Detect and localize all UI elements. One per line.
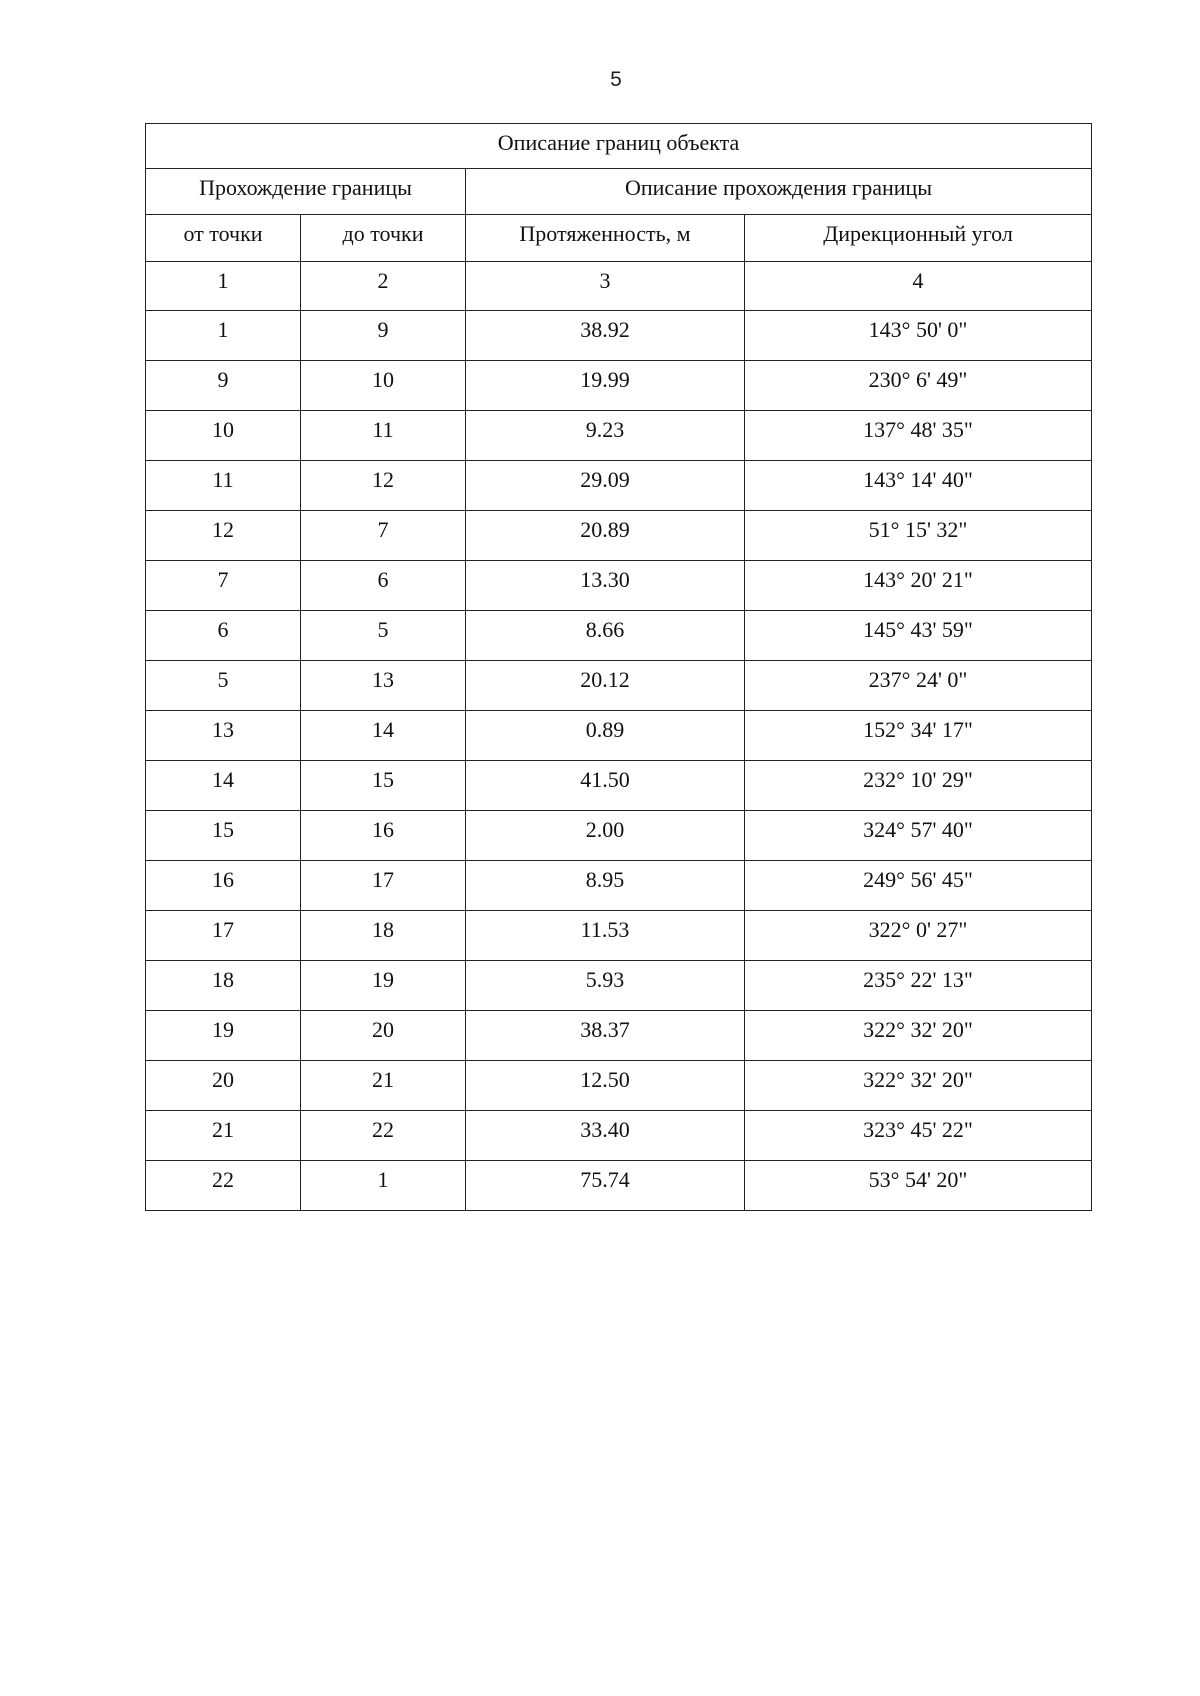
- cell-angle: 322° 0' 27": [745, 911, 1092, 961]
- cell-to-point: 6: [301, 561, 466, 611]
- cell-length: 12.50: [466, 1061, 745, 1111]
- table-row: [146, 961, 1092, 1011]
- column-number-row: [146, 262, 1092, 311]
- cell-from-point: 9: [146, 361, 301, 411]
- table-row: [146, 1011, 1092, 1061]
- cell-length: 8.66: [466, 611, 745, 661]
- cell-length: 20.12: [466, 661, 745, 711]
- cell-length: 0.89: [466, 711, 745, 761]
- cell-angle: 235° 22' 13": [745, 961, 1092, 1011]
- cell-length: 8.95: [466, 861, 745, 911]
- table-row: [146, 811, 1092, 861]
- cell-to-point: 21: [301, 1061, 466, 1111]
- table-row: [146, 361, 1092, 411]
- table-title-row: [146, 124, 1092, 169]
- cell-angle: 143° 20' 21": [745, 561, 1092, 611]
- cell-to-point: 1: [301, 1161, 466, 1211]
- cell-length: 41.50: [466, 761, 745, 811]
- table-title: Описание границ объекта: [146, 124, 1092, 169]
- column-header-from-point: от точки: [146, 215, 301, 262]
- column-number: 3: [466, 262, 745, 311]
- cell-to-point: 12: [301, 461, 466, 511]
- cell-length: 38.37: [466, 1011, 745, 1061]
- cell-length: 19.99: [466, 361, 745, 411]
- group-header-description: Описание прохождения границы: [466, 169, 1092, 215]
- cell-length: 9.23: [466, 411, 745, 461]
- cell-angle: 51° 15' 32": [745, 511, 1092, 561]
- cell-angle: 137° 48' 35": [745, 411, 1092, 461]
- cell-angle: 145° 43' 59": [745, 611, 1092, 661]
- cell-length: 2.00: [466, 811, 745, 861]
- table-row: [146, 461, 1092, 511]
- table-row: [146, 711, 1092, 761]
- table-row: [146, 861, 1092, 911]
- cell-to-point: 19: [301, 961, 466, 1011]
- cell-angle: 152° 34' 17": [745, 711, 1092, 761]
- cell-to-point: 7: [301, 511, 466, 561]
- table-row: [146, 311, 1092, 361]
- cell-angle: 322° 32' 20": [745, 1011, 1092, 1061]
- cell-to-point: 11: [301, 411, 466, 461]
- column-number: 1: [146, 262, 301, 311]
- table-row: [146, 661, 1092, 711]
- cell-from-point: 13: [146, 711, 301, 761]
- cell-length: 13.30: [466, 561, 745, 611]
- cell-angle: 323° 45' 22": [745, 1111, 1092, 1161]
- cell-to-point: 14: [301, 711, 466, 761]
- cell-from-point: 17: [146, 911, 301, 961]
- cell-from-point: 1: [146, 311, 301, 361]
- table-row: [146, 1161, 1092, 1211]
- cell-length: 33.40: [466, 1111, 745, 1161]
- column-number: 2: [301, 262, 466, 311]
- table-row: [146, 561, 1092, 611]
- cell-to-point: 5: [301, 611, 466, 661]
- cell-to-point: 22: [301, 1111, 466, 1161]
- cell-from-point: 19: [146, 1011, 301, 1061]
- cell-length: 11.53: [466, 911, 745, 961]
- boundary-description-table: [145, 123, 1092, 1211]
- cell-angle: 143° 50' 0": [745, 311, 1092, 361]
- cell-from-point: 11: [146, 461, 301, 511]
- cell-length: 5.93: [466, 961, 745, 1011]
- cell-angle: 143° 14' 40": [745, 461, 1092, 511]
- cell-from-point: 22: [146, 1161, 301, 1211]
- cell-from-point: 12: [146, 511, 301, 561]
- cell-to-point: 13: [301, 661, 466, 711]
- cell-to-point: 10: [301, 361, 466, 411]
- table-row: [146, 611, 1092, 661]
- cell-to-point: 9: [301, 311, 466, 361]
- table-row: [146, 1111, 1092, 1161]
- group-header-row: [146, 169, 1092, 215]
- cell-angle: 322° 32' 20": [745, 1061, 1092, 1111]
- column-header-row: [146, 215, 1092, 262]
- cell-to-point: 15: [301, 761, 466, 811]
- cell-angle: 324° 57' 40": [745, 811, 1092, 861]
- column-header-length: Протяженность, м: [466, 215, 745, 262]
- cell-length: 20.89: [466, 511, 745, 561]
- column-header-angle: Дирекционный угол: [745, 215, 1092, 262]
- page-number: 5: [610, 68, 622, 91]
- table-row: [146, 761, 1092, 811]
- cell-angle: 249° 56' 45": [745, 861, 1092, 911]
- cell-length: 75.74: [466, 1161, 745, 1211]
- table-row: [146, 411, 1092, 461]
- table-row: [146, 511, 1092, 561]
- cell-to-point: 20: [301, 1011, 466, 1061]
- cell-from-point: 5: [146, 661, 301, 711]
- cell-from-point: 10: [146, 411, 301, 461]
- cell-to-point: 17: [301, 861, 466, 911]
- cell-from-point: 15: [146, 811, 301, 861]
- cell-length: 38.92: [466, 311, 745, 361]
- cell-angle: 237° 24' 0": [745, 661, 1092, 711]
- table-row: [146, 1061, 1092, 1111]
- cell-from-point: 18: [146, 961, 301, 1011]
- cell-length: 29.09: [466, 461, 745, 511]
- cell-angle: 232° 10' 29": [745, 761, 1092, 811]
- cell-from-point: 20: [146, 1061, 301, 1111]
- table-row: [146, 911, 1092, 961]
- column-number: 4: [745, 262, 1092, 311]
- column-header-to-point: до точки: [301, 215, 466, 262]
- cell-angle: 53° 54' 20": [745, 1161, 1092, 1211]
- cell-to-point: 18: [301, 911, 466, 961]
- cell-from-point: 16: [146, 861, 301, 911]
- cell-from-point: 7: [146, 561, 301, 611]
- cell-from-point: 6: [146, 611, 301, 661]
- cell-to-point: 16: [301, 811, 466, 861]
- cell-angle: 230° 6' 49": [745, 361, 1092, 411]
- cell-from-point: 14: [146, 761, 301, 811]
- group-header-passage: Прохождение границы: [146, 169, 466, 215]
- cell-from-point: 21: [146, 1111, 301, 1161]
